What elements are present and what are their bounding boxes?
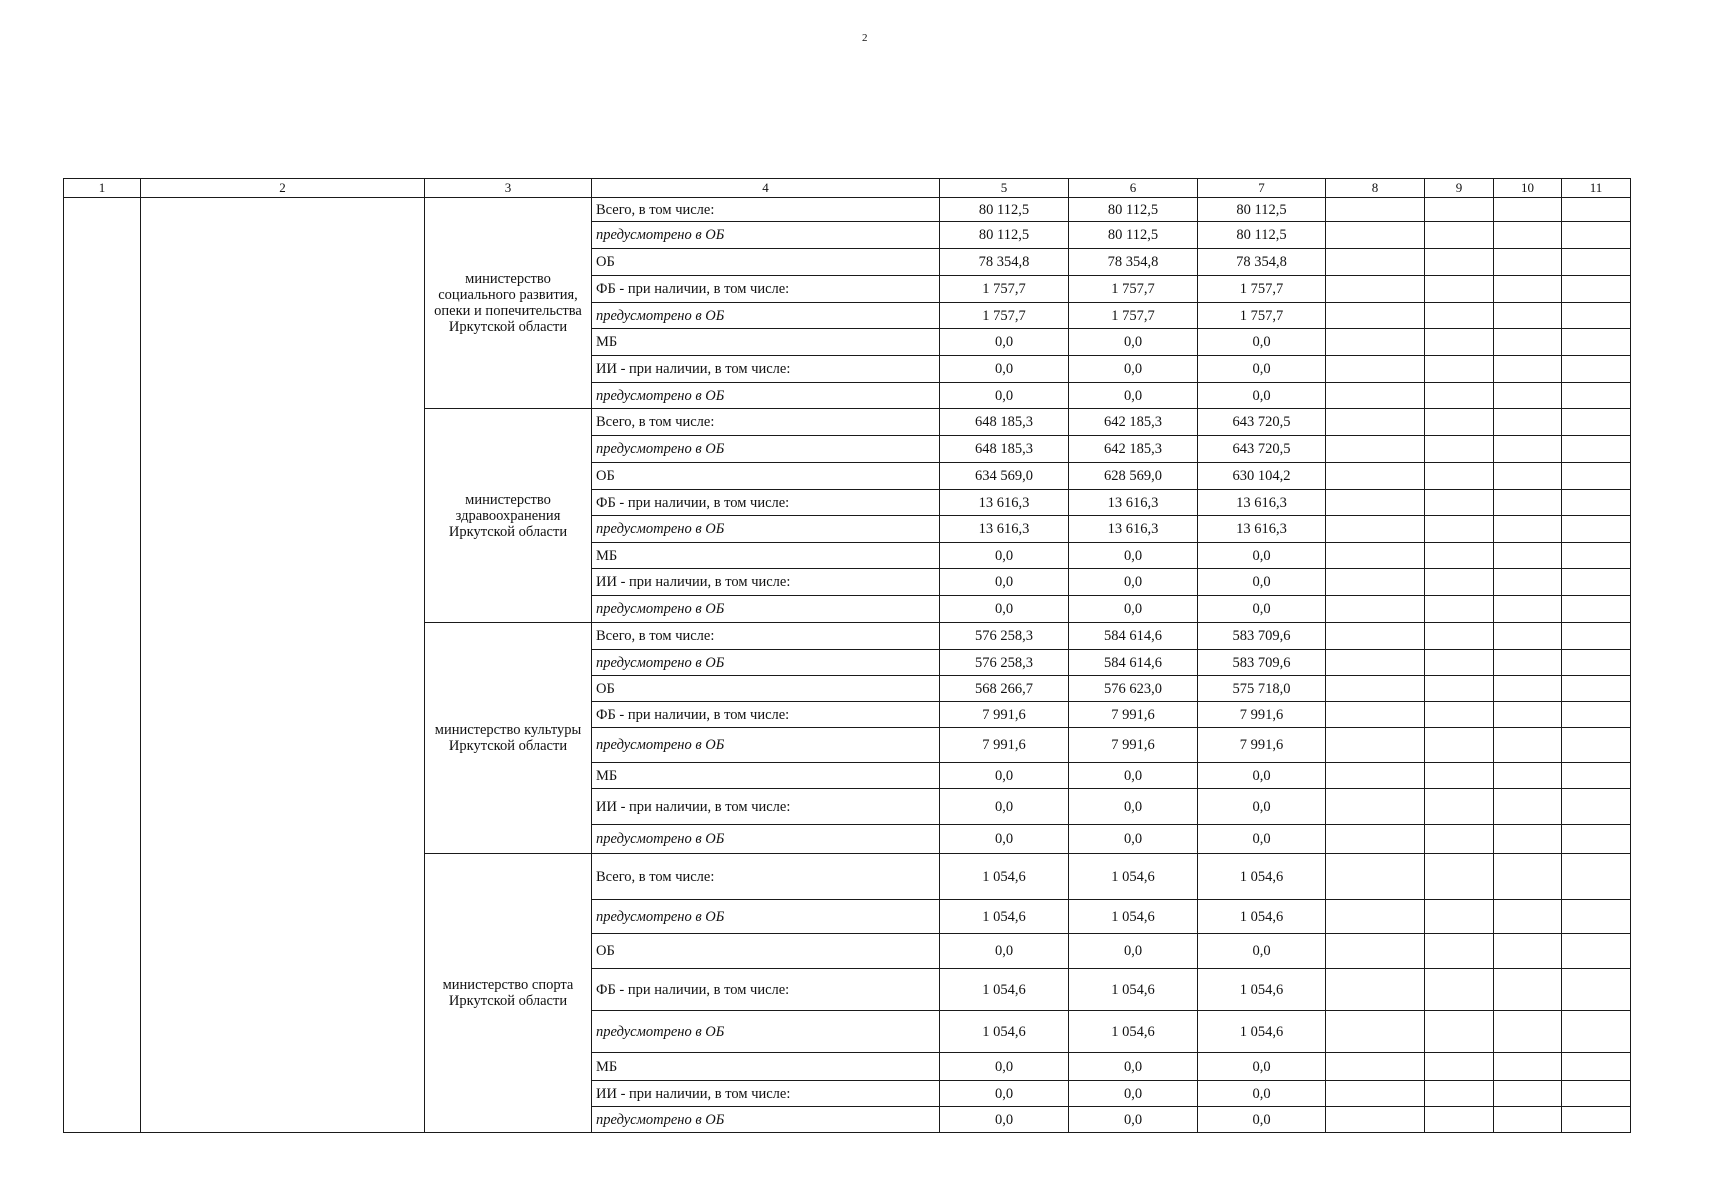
empty-cell-col-10 — [1494, 249, 1562, 276]
empty-cell-col-10 — [1494, 436, 1562, 463]
organization-name: министерство культуры Иркутской области — [425, 623, 592, 854]
empty-cell-col-11 — [1562, 303, 1631, 329]
funding-source-label: предусмотрено в ОБ — [592, 303, 940, 329]
empty-cell-col-8 — [1326, 854, 1425, 900]
header-cell: 7 — [1198, 179, 1326, 198]
empty-cell-col-9 — [1425, 650, 1494, 676]
amount-col-6: 7 991,6 — [1069, 702, 1198, 728]
amount-col-5: 576 258,3 — [940, 623, 1069, 650]
amount-col-6: 0,0 — [1069, 383, 1198, 409]
empty-cell-col-11 — [1562, 934, 1631, 969]
amount-col-5: 0,0 — [940, 596, 1069, 623]
amount-col-7: 80 112,5 — [1198, 222, 1326, 249]
empty-cell-col-8 — [1326, 1081, 1425, 1107]
empty-cell-col-11 — [1562, 1107, 1631, 1133]
empty-cell-col-9 — [1425, 569, 1494, 596]
amount-col-5: 648 185,3 — [940, 409, 1069, 436]
funding-source-label: МБ — [592, 1053, 940, 1081]
amount-col-7: 643 720,5 — [1198, 436, 1326, 463]
amount-col-5: 648 185,3 — [940, 436, 1069, 463]
empty-cell-col-10 — [1494, 463, 1562, 490]
empty-cell-col-11 — [1562, 490, 1631, 516]
funding-source-label: ИИ - при наличии, в том числе: — [592, 789, 940, 825]
empty-cell-col-9 — [1425, 356, 1494, 383]
amount-col-6: 80 112,5 — [1069, 222, 1198, 249]
empty-cell-col-11 — [1562, 463, 1631, 490]
amount-col-6: 0,0 — [1069, 1053, 1198, 1081]
amount-col-6: 80 112,5 — [1069, 198, 1198, 222]
funding-source-label: ИИ - при наличии, в том числе: — [592, 1081, 940, 1107]
funding-source-label: ФБ - при наличии, в том числе: — [592, 702, 940, 728]
funding-source-label: ОБ — [592, 676, 940, 702]
amount-col-7: 78 354,8 — [1198, 249, 1326, 276]
funding-source-label: предусмотрено в ОБ — [592, 728, 940, 763]
amount-col-7: 583 709,6 — [1198, 650, 1326, 676]
amount-col-7: 1 757,7 — [1198, 303, 1326, 329]
amount-col-5: 0,0 — [940, 1053, 1069, 1081]
amount-col-6: 584 614,6 — [1069, 623, 1198, 650]
amount-col-5: 0,0 — [940, 763, 1069, 789]
empty-cell-col-9 — [1425, 543, 1494, 569]
empty-cell-col-8 — [1326, 329, 1425, 356]
header-cell: 6 — [1069, 179, 1198, 198]
empty-cell-col-10 — [1494, 516, 1562, 543]
funding-source-label: Всего, в том числе: — [592, 623, 940, 650]
empty-cell-col-8 — [1326, 516, 1425, 543]
amount-col-6: 0,0 — [1069, 825, 1198, 854]
empty-cell-col-11 — [1562, 222, 1631, 249]
amount-col-7: 0,0 — [1198, 934, 1326, 969]
empty-cell-col-9 — [1425, 1081, 1494, 1107]
funding-source-label: ФБ - при наличии, в том числе: — [592, 276, 940, 303]
empty-cell-col-8 — [1326, 409, 1425, 436]
empty-cell-col-8 — [1326, 569, 1425, 596]
empty-cell-col-8 — [1326, 490, 1425, 516]
amount-col-5: 1 054,6 — [940, 1011, 1069, 1053]
empty-cell-col-10 — [1494, 934, 1562, 969]
amount-col-7: 1 054,6 — [1198, 1011, 1326, 1053]
amount-col-5: 634 569,0 — [940, 463, 1069, 490]
amount-col-7: 1 054,6 — [1198, 854, 1326, 900]
empty-cell-col-9 — [1425, 969, 1494, 1011]
empty-cell-col-8 — [1326, 825, 1425, 854]
amount-col-6: 0,0 — [1069, 1081, 1198, 1107]
empty-cell-col-8 — [1326, 623, 1425, 650]
empty-cell-col-9 — [1425, 900, 1494, 934]
empty-cell-col-9 — [1425, 463, 1494, 490]
amount-col-7: 583 709,6 — [1198, 623, 1326, 650]
funding-source-label: предусмотрено в ОБ — [592, 596, 940, 623]
header-cell: 5 — [940, 179, 1069, 198]
funding-source-label: ОБ — [592, 463, 940, 490]
empty-cell-col-9 — [1425, 825, 1494, 854]
empty-cell-col-8 — [1326, 763, 1425, 789]
empty-cell-col-9 — [1425, 1053, 1494, 1081]
empty-cell-col-10 — [1494, 1107, 1562, 1133]
empty-cell-col-11 — [1562, 543, 1631, 569]
empty-cell-col-10 — [1494, 409, 1562, 436]
empty-cell-col-8 — [1326, 789, 1425, 825]
organization-name: министерство социального развития, опеки и попечительства Иркутской области — [425, 198, 592, 409]
amount-col-5: 7 991,6 — [940, 702, 1069, 728]
empty-cell-col-8 — [1326, 356, 1425, 383]
empty-cell-col-9 — [1425, 763, 1494, 789]
empty-cell-col-9 — [1425, 409, 1494, 436]
header-cell: 4 — [592, 179, 940, 198]
organization-name: министерство здравоохранения Иркутской области — [425, 409, 592, 623]
empty-cell-col-11 — [1562, 763, 1631, 789]
empty-cell-col-8 — [1326, 702, 1425, 728]
page-number: 2 — [862, 32, 868, 44]
funding-source-label: ИИ - при наличии, в том числе: — [592, 356, 940, 383]
empty-cell-col-10 — [1494, 702, 1562, 728]
amount-col-7: 643 720,5 — [1198, 409, 1326, 436]
empty-cell-col-10 — [1494, 303, 1562, 329]
empty-cell-col-10 — [1494, 383, 1562, 409]
amount-col-6: 0,0 — [1069, 1107, 1198, 1133]
empty-cell-col-8 — [1326, 463, 1425, 490]
amount-col-5: 78 354,8 — [940, 249, 1069, 276]
empty-cell-col-8 — [1326, 276, 1425, 303]
header-row — [64, 179, 1631, 198]
empty-cell-col-10 — [1494, 900, 1562, 934]
empty-cell-col-8 — [1326, 650, 1425, 676]
amount-col-6: 642 185,3 — [1069, 436, 1198, 463]
amount-col-5: 13 616,3 — [940, 516, 1069, 543]
blank-cell-col2 — [141, 198, 425, 1133]
amount-col-5: 0,0 — [940, 356, 1069, 383]
amount-col-7: 0,0 — [1198, 789, 1326, 825]
funding-source-label: предусмотрено в ОБ — [592, 1107, 940, 1133]
amount-col-6: 0,0 — [1069, 543, 1198, 569]
empty-cell-col-9 — [1425, 623, 1494, 650]
empty-cell-col-9 — [1425, 728, 1494, 763]
empty-cell-col-10 — [1494, 543, 1562, 569]
amount-col-6: 1 054,6 — [1069, 1011, 1198, 1053]
amount-col-7: 0,0 — [1198, 329, 1326, 356]
empty-cell-col-8 — [1326, 222, 1425, 249]
amount-col-5: 0,0 — [940, 329, 1069, 356]
amount-col-7: 13 616,3 — [1198, 516, 1326, 543]
empty-cell-col-11 — [1562, 702, 1631, 728]
amount-col-6: 0,0 — [1069, 329, 1198, 356]
empty-cell-col-9 — [1425, 789, 1494, 825]
amount-col-5: 0,0 — [940, 543, 1069, 569]
amount-col-5: 576 258,3 — [940, 650, 1069, 676]
empty-cell-col-9 — [1425, 1011, 1494, 1053]
blank-cell-col1 — [64, 198, 141, 1133]
amount-col-6: 13 616,3 — [1069, 516, 1198, 543]
empty-cell-col-9 — [1425, 222, 1494, 249]
funding-source-label: предусмотрено в ОБ — [592, 436, 940, 463]
funding-source-label: ФБ - при наличии, в том числе: — [592, 969, 940, 1011]
amount-col-6: 576 623,0 — [1069, 676, 1198, 702]
amount-col-7: 0,0 — [1198, 825, 1326, 854]
empty-cell-col-11 — [1562, 900, 1631, 934]
empty-cell-col-11 — [1562, 516, 1631, 543]
empty-cell-col-10 — [1494, 1081, 1562, 1107]
empty-cell-col-10 — [1494, 276, 1562, 303]
amount-col-6: 0,0 — [1069, 356, 1198, 383]
empty-cell-col-10 — [1494, 1011, 1562, 1053]
empty-cell-col-9 — [1425, 249, 1494, 276]
amount-col-7: 575 718,0 — [1198, 676, 1326, 702]
empty-cell-col-11 — [1562, 383, 1631, 409]
empty-cell-col-10 — [1494, 650, 1562, 676]
header-cell: 9 — [1425, 179, 1494, 198]
amount-col-7: 0,0 — [1198, 569, 1326, 596]
empty-cell-col-10 — [1494, 356, 1562, 383]
empty-cell-col-8 — [1326, 969, 1425, 1011]
empty-cell-col-11 — [1562, 1081, 1631, 1107]
funding-source-label: предусмотрено в ОБ — [592, 900, 940, 934]
empty-cell-col-11 — [1562, 1053, 1631, 1081]
empty-cell-col-11 — [1562, 249, 1631, 276]
empty-cell-col-10 — [1494, 825, 1562, 854]
funding-source-label: Всего, в том числе: — [592, 854, 940, 900]
funding-source-label: ОБ — [592, 249, 940, 276]
amount-col-5: 80 112,5 — [940, 198, 1069, 222]
funding-source-label: МБ — [592, 543, 940, 569]
empty-cell-col-8 — [1326, 383, 1425, 409]
funding-source-label: ФБ - при наличии, в том числе: — [592, 490, 940, 516]
amount-col-5: 1 757,7 — [940, 303, 1069, 329]
empty-cell-col-11 — [1562, 276, 1631, 303]
empty-cell-col-10 — [1494, 728, 1562, 763]
empty-cell-col-9 — [1425, 702, 1494, 728]
empty-cell-col-10 — [1494, 222, 1562, 249]
table-row — [64, 198, 1631, 222]
amount-col-6: 0,0 — [1069, 789, 1198, 825]
amount-col-5: 80 112,5 — [940, 222, 1069, 249]
empty-cell-col-11 — [1562, 623, 1631, 650]
empty-cell-col-8 — [1326, 198, 1425, 222]
empty-cell-col-11 — [1562, 569, 1631, 596]
empty-cell-col-11 — [1562, 356, 1631, 383]
amount-col-7: 0,0 — [1198, 1107, 1326, 1133]
funding-source-label: Всего, в том числе: — [592, 198, 940, 222]
empty-cell-col-11 — [1562, 789, 1631, 825]
amount-col-6: 0,0 — [1069, 596, 1198, 623]
empty-cell-col-9 — [1425, 676, 1494, 702]
empty-cell-col-11 — [1562, 825, 1631, 854]
empty-cell-col-10 — [1494, 198, 1562, 222]
empty-cell-col-10 — [1494, 854, 1562, 900]
empty-cell-col-10 — [1494, 596, 1562, 623]
amount-col-7: 1 054,6 — [1198, 900, 1326, 934]
empty-cell-col-9 — [1425, 436, 1494, 463]
funding-source-label: предусмотрено в ОБ — [592, 516, 940, 543]
empty-cell-col-9 — [1425, 303, 1494, 329]
empty-cell-col-8 — [1326, 1011, 1425, 1053]
empty-cell-col-9 — [1425, 1107, 1494, 1133]
amount-col-6: 1 054,6 — [1069, 854, 1198, 900]
amount-col-5: 13 616,3 — [940, 490, 1069, 516]
empty-cell-col-10 — [1494, 623, 1562, 650]
empty-cell-col-9 — [1425, 198, 1494, 222]
header-cell: 2 — [141, 179, 425, 198]
empty-cell-col-11 — [1562, 1011, 1631, 1053]
header-cell: 10 — [1494, 179, 1562, 198]
amount-col-5: 0,0 — [940, 383, 1069, 409]
empty-cell-col-9 — [1425, 596, 1494, 623]
empty-cell-col-9 — [1425, 329, 1494, 356]
funding-source-label: ОБ — [592, 934, 940, 969]
empty-cell-col-10 — [1494, 569, 1562, 596]
empty-cell-col-8 — [1326, 596, 1425, 623]
amount-col-7: 0,0 — [1198, 763, 1326, 789]
funding-source-label: предусмотрено в ОБ — [592, 222, 940, 249]
empty-cell-col-8 — [1326, 543, 1425, 569]
header-cell: 1 — [64, 179, 141, 198]
empty-cell-col-10 — [1494, 789, 1562, 825]
amount-col-6: 1 054,6 — [1069, 900, 1198, 934]
amount-col-5: 0,0 — [940, 825, 1069, 854]
funding-source-label: МБ — [592, 329, 940, 356]
organization-name: министерство спорта Иркутской области — [425, 854, 592, 1133]
empty-cell-col-11 — [1562, 650, 1631, 676]
amount-col-7: 0,0 — [1198, 1081, 1326, 1107]
empty-cell-col-8 — [1326, 934, 1425, 969]
funding-source-label: ИИ - при наличии, в том числе: — [592, 569, 940, 596]
empty-cell-col-10 — [1494, 969, 1562, 1011]
empty-cell-col-10 — [1494, 490, 1562, 516]
amount-col-7: 1 757,7 — [1198, 276, 1326, 303]
amount-col-7: 0,0 — [1198, 1053, 1326, 1081]
amount-col-7: 7 991,6 — [1198, 702, 1326, 728]
empty-cell-col-8 — [1326, 676, 1425, 702]
empty-cell-col-11 — [1562, 436, 1631, 463]
amount-col-6: 0,0 — [1069, 934, 1198, 969]
empty-cell-col-9 — [1425, 490, 1494, 516]
empty-cell-col-11 — [1562, 854, 1631, 900]
empty-cell-col-8 — [1326, 900, 1425, 934]
empty-cell-col-10 — [1494, 676, 1562, 702]
amount-col-7: 630 104,2 — [1198, 463, 1326, 490]
empty-cell-col-8 — [1326, 436, 1425, 463]
amount-col-6: 1 054,6 — [1069, 969, 1198, 1011]
amount-col-7: 0,0 — [1198, 356, 1326, 383]
empty-cell-col-11 — [1562, 198, 1631, 222]
amount-col-6: 0,0 — [1069, 569, 1198, 596]
amount-col-5: 1 054,6 — [940, 900, 1069, 934]
amount-col-6: 584 614,6 — [1069, 650, 1198, 676]
empty-cell-col-9 — [1425, 934, 1494, 969]
empty-cell-col-9 — [1425, 276, 1494, 303]
funding-source-label: МБ — [592, 763, 940, 789]
empty-cell-col-11 — [1562, 969, 1631, 1011]
amount-col-7: 0,0 — [1198, 383, 1326, 409]
amount-col-7: 13 616,3 — [1198, 490, 1326, 516]
amount-col-5: 568 266,7 — [940, 676, 1069, 702]
amount-col-5: 0,0 — [940, 934, 1069, 969]
amount-col-7: 1 054,6 — [1198, 969, 1326, 1011]
amount-col-6: 1 757,7 — [1069, 276, 1198, 303]
funding-source-label: предусмотрено в ОБ — [592, 825, 940, 854]
empty-cell-col-10 — [1494, 329, 1562, 356]
empty-cell-col-10 — [1494, 1053, 1562, 1081]
amount-col-5: 7 991,6 — [940, 728, 1069, 763]
amount-col-7: 80 112,5 — [1198, 198, 1326, 222]
empty-cell-col-8 — [1326, 1053, 1425, 1081]
amount-col-5: 0,0 — [940, 789, 1069, 825]
amount-col-6: 7 991,6 — [1069, 728, 1198, 763]
amount-col-6: 13 616,3 — [1069, 490, 1198, 516]
empty-cell-col-8 — [1326, 303, 1425, 329]
header-cell: 3 — [425, 179, 592, 198]
empty-cell-col-9 — [1425, 854, 1494, 900]
funding-source-label: предусмотрено в ОБ — [592, 1011, 940, 1053]
amount-col-6: 0,0 — [1069, 763, 1198, 789]
empty-cell-col-10 — [1494, 763, 1562, 789]
amount-col-7: 7 991,6 — [1198, 728, 1326, 763]
amount-col-5: 0,0 — [940, 1081, 1069, 1107]
empty-cell-col-11 — [1562, 728, 1631, 763]
empty-cell-col-8 — [1326, 1107, 1425, 1133]
amount-col-5: 1 054,6 — [940, 969, 1069, 1011]
header-cell: 11 — [1562, 179, 1631, 198]
empty-cell-col-8 — [1326, 728, 1425, 763]
amount-col-5: 1 757,7 — [940, 276, 1069, 303]
header-cell: 8 — [1326, 179, 1425, 198]
amount-col-5: 0,0 — [940, 1107, 1069, 1133]
funding-source-label: предусмотрено в ОБ — [592, 383, 940, 409]
amount-col-5: 0,0 — [940, 569, 1069, 596]
empty-cell-col-11 — [1562, 329, 1631, 356]
amount-col-7: 0,0 — [1198, 596, 1326, 623]
amount-col-6: 78 354,8 — [1069, 249, 1198, 276]
empty-cell-col-9 — [1425, 383, 1494, 409]
funding-source-label: Всего, в том числе: — [592, 409, 940, 436]
empty-cell-col-11 — [1562, 676, 1631, 702]
empty-cell-col-9 — [1425, 516, 1494, 543]
empty-cell-col-11 — [1562, 409, 1631, 436]
amount-col-6: 1 757,7 — [1069, 303, 1198, 329]
funding-source-label: предусмотрено в ОБ — [592, 650, 940, 676]
amount-col-6: 628 569,0 — [1069, 463, 1198, 490]
amount-col-7: 0,0 — [1198, 543, 1326, 569]
amount-col-5: 1 054,6 — [940, 854, 1069, 900]
empty-cell-col-11 — [1562, 596, 1631, 623]
budget-table — [63, 178, 1631, 1133]
amount-col-6: 642 185,3 — [1069, 409, 1198, 436]
empty-cell-col-8 — [1326, 249, 1425, 276]
